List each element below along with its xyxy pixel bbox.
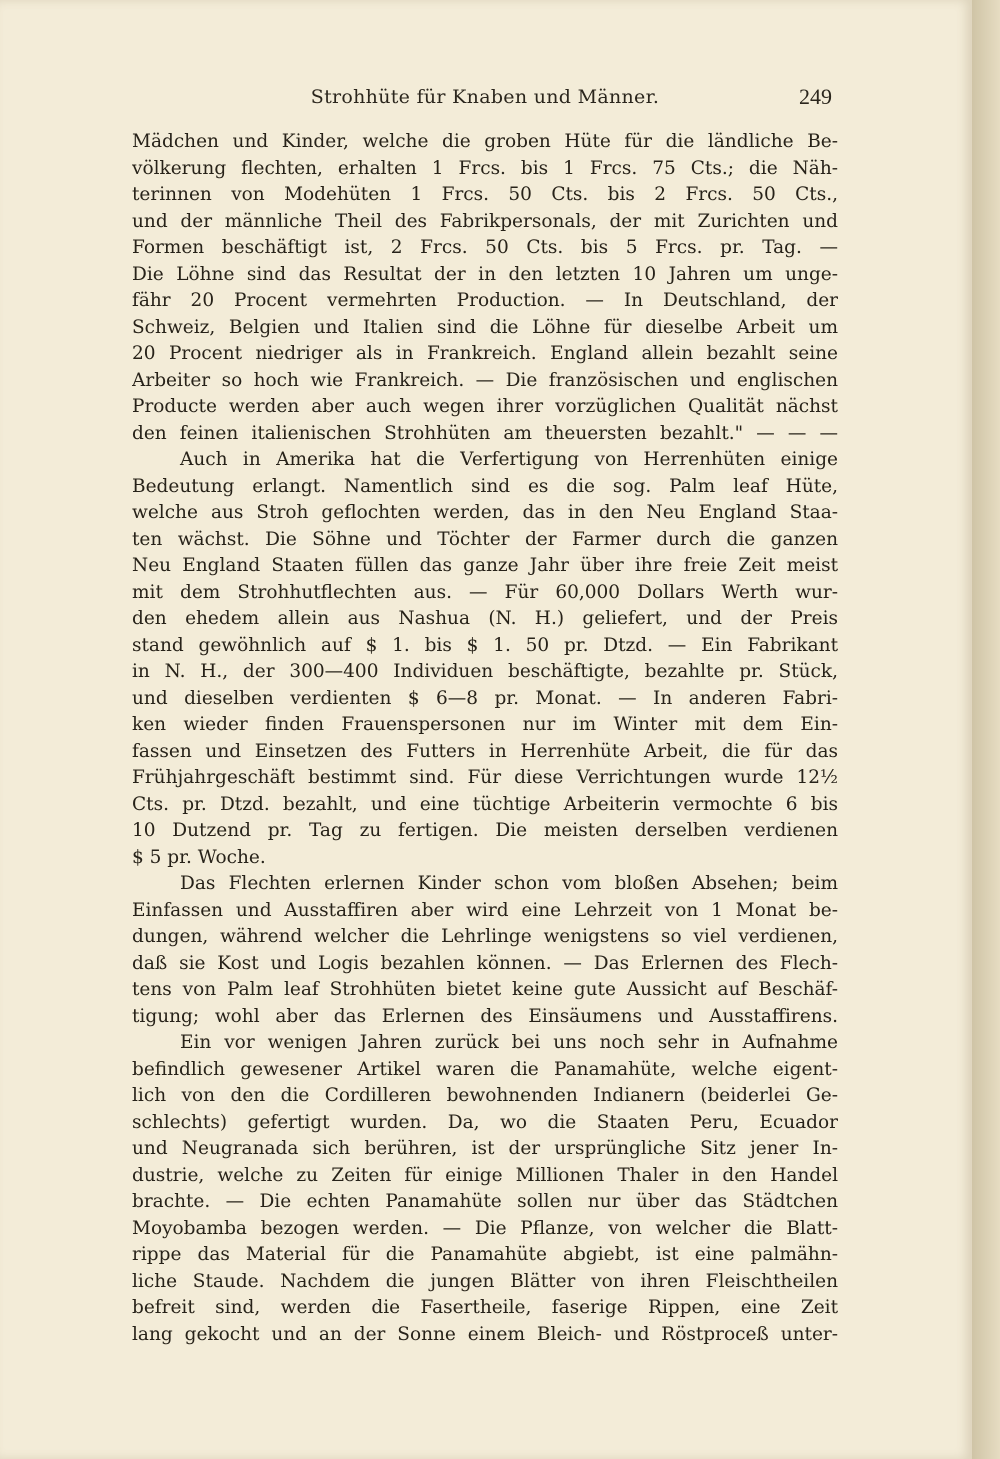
text-line: brachte. — Die echten Panamahüte sollen nur über das Städtchen <box>132 1191 838 1212</box>
text-line: liche Staude. Nachdem die jungen Blätter von ihren Fleischtheilen <box>132 1270 838 1292</box>
text-line: tens von Palm leaf Strohhüten bietet keine gute Aussicht auf Beschäf- <box>132 979 838 1000</box>
text-line: Auch in Amerika hat die Verfertigung von Herrenhüten einige <box>180 449 838 470</box>
text-line: und der männliche Theil des Fabrikpersonals, der mit Zurichten und <box>132 210 838 232</box>
text-line: stand gewöhnlich auf $ 1. bis $ 1. 50 pr. Dtzd. — Ein Fabrikant <box>132 634 838 656</box>
text-line: und Neugranada sich berühren, ist der ursprüngliche Sitz jener In- <box>132 1138 838 1159</box>
text-line: ten wächst. Die Söhne und Töchter der Farmer durch die ganzen <box>132 528 838 550</box>
text-line: fähr 20 Procent vermehrten Production. — In Deutschland, der <box>132 290 838 311</box>
running-title: Strohhüte für Knaben und Männer. <box>310 86 660 108</box>
text-line: in N. H., der 300—400 Individuen beschäftigte, bezahlte pr. Stück, <box>132 661 838 682</box>
text-line: den feinen italienischen Strohhüten am theuersten bezahlt." — — — <box>132 422 838 444</box>
text-line: rippe das Material für die Panamahüte abgiebt, ist eine palmähn- <box>132 1244 838 1265</box>
text-line: welche aus Stroh geflochten werden, das in den Neu England Staa- <box>132 502 838 523</box>
text-line: Die Löhne sind das Resultat der in den letzten 10 Jahren um unge- <box>132 263 838 285</box>
text-line: schlechts) gefertigt wurden. Da, wo die Staaten Peru, Ecuador <box>132 1111 838 1133</box>
text-line: und dieselben verdienten $ 6—8 pr. Monat. — In anderen Fabri- <box>132 687 838 709</box>
body-text <box>132 129 838 1348</box>
text-line: Producte werden aber auch wegen ihrer vorzüglichen Qualität nächst <box>132 396 838 417</box>
text-line: Das Flechten erlernen Kinder schon vom bloßen Absehen; beim <box>180 873 838 894</box>
page-number: 249 <box>799 84 832 109</box>
text-line: Mädchen und Kinder, welche die groben Hüte für die ländliche Be- <box>132 131 838 152</box>
text-line: Einfassen und Ausstaffiren aber wird eine Lehrzeit von 1 Monat be- <box>132 899 838 921</box>
text-line: Schweiz, Belgien und Italien sind die Löhne für dieselbe Arbeit um <box>132 316 838 338</box>
text-line: Neu England Staaten füllen das ganze Jahr über ihre freie Zeit meist <box>132 555 838 576</box>
text-line: tigung; wohl aber das Erlernen des Einsäumens und Ausstaffirens. <box>132 1005 838 1027</box>
text-line: Formen beschäftigt ist, 2 Frcs. 50 Cts. bis 5 Frcs. pr. Tag. — <box>132 237 838 258</box>
page-header <box>132 86 838 116</box>
text-line: fassen und Einsetzen des Futters in Herrenhüte Arbeit, die für das <box>132 740 838 762</box>
text-line: Cts. pr. Dtzd. bezahlt, und eine tüchtige Arbeiterin vermochte 6 bis <box>132 793 838 815</box>
text-line: Frühjahrgeschäft bestimmt sind. Für diese Verrichtungen wurde 12½ <box>132 767 838 788</box>
page-gutter <box>972 0 1000 1459</box>
text-line: den ehedem allein aus Nashua (N. H.) geliefert, und der Preis <box>132 608 838 629</box>
text-line: $ 5 pr. Woche. <box>132 846 266 868</box>
text-line: Arbeiter so hoch wie Frankreich. — Die französischen und englischen <box>132 369 838 391</box>
text-line: Bedeutung erlangt. Namentlich sind es die sog. Palm leaf Hüte, <box>132 475 838 497</box>
text-line: ken wieder finden Frauenspersonen nur im Winter mit dem Ein- <box>132 714 838 735</box>
text-line: Ein vor wenigen Jahren zurück bei uns noch sehr in Aufnahme <box>180 1032 838 1053</box>
text-line: lang gekocht und an der Sonne einem Bleich- und Röstproceß unter- <box>132 1323 838 1345</box>
text-line: 10 Dutzend pr. Tag zu fertigen. Die meisten derselben verdienen <box>132 820 838 841</box>
text-line: mit dem Strohhutflechten aus. — Für 60,000 Dollars Werth wur- <box>132 581 838 603</box>
text-line: lich von den die Cordilleren bewohnenden Indianern (beiderlei Ge- <box>132 1085 838 1106</box>
text-line: terinnen von Modehüten 1 Frcs. 50 Cts. bis 2 Frcs. 50 Cts., <box>132 184 838 205</box>
text-line: 20 Procent niedriger als in Frankreich. England allein bezahlt seine <box>132 343 838 364</box>
text-line: befindlich gewesener Artikel waren die Panamahüte, welche eigent- <box>132 1058 838 1080</box>
text-line: völkerung flechten, erhalten 1 Frcs. bis 1 Frcs. 75 Cts.; die Näh- <box>132 157 838 179</box>
text-line: Moyobamba bezogen werden. — Die Pflanze, von welcher die Blatt- <box>132 1217 838 1239</box>
text-line: dustrie, welche zu Zeiten für einige Millionen Thaler in den Handel <box>132 1164 838 1186</box>
text-line: daß sie Kost und Logis bezahlen können. — Das Erlernen des Flech- <box>132 952 838 974</box>
text-line: befreit sind, werden die Fasertheile, faserige Rippen, eine Zeit <box>132 1297 838 1318</box>
text-line: dungen, während welcher die Lehrlinge wenigstens so viel verdienen, <box>132 926 838 947</box>
